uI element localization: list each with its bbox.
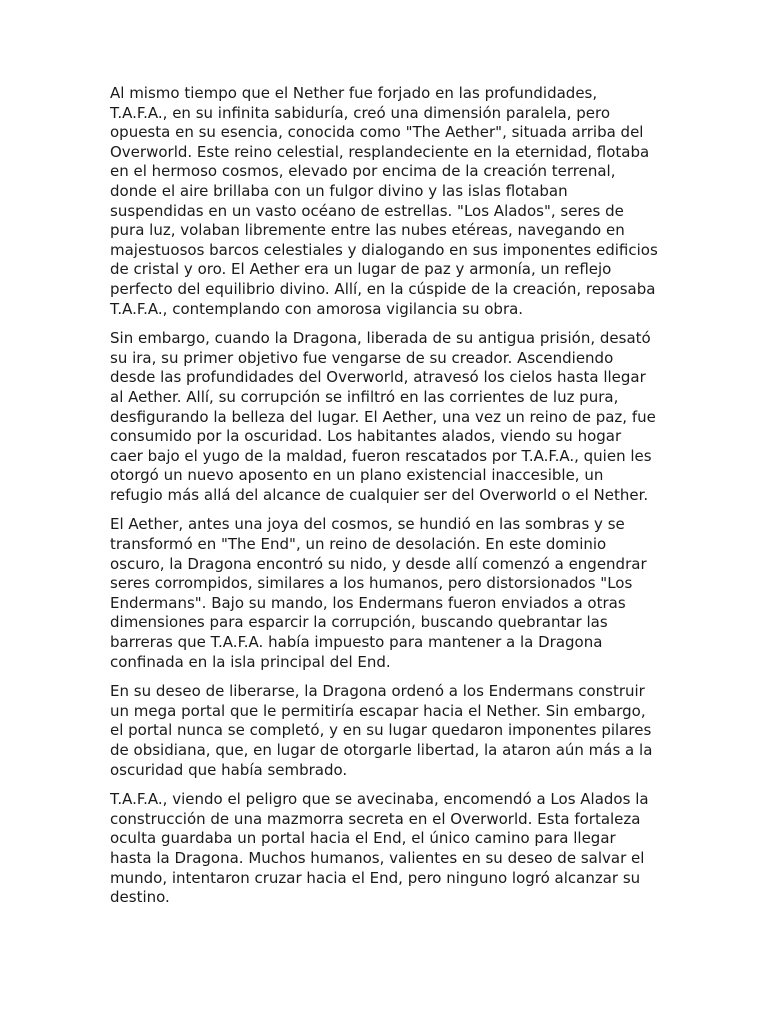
paragraph-5: T.A.F.A., viendo el peligro que se avecinaba, encomendó a Los Alados la construcción de una mazmorra secreta en el Overworld. Esta fortaleza oculta guardaba un portal hacia el End, el único camino para llegar hasta la Dragona. Muchos humanos, valientes en su deseo de salvar el mundo, intentaron cruzar hacia el End, pero ninguno logró alcanzar su destino.	[110, 790, 649, 907]
paragraph-1: Al mismo tiempo que el Nether fue forjado en las profundidades, T.A.F.A., en su infinita sabiduría, creó una dimensión paralela, pero opuesta en su esencia, conocida como "The Aether", situada arriba del Overworld. Este reino celestial, resplandeciente en la eternidad, flotaba en el hermoso cosmos, elevado por encima de la creación terrenal, donde el aire brillaba con un fulgor divino y las islas flotaban suspendidas en un vasto océano de estrellas. "Los Alados", seres de pura luz, volaban libremente entre las nubes etéreas, navegando en majestuosos barcos celestiales y dialogando en sus imponentes edificios de cristal y oro. El Aether era un lugar de paz y armonía, un reflejo perfecto del equilibrio divino. Allí, en la cúspide de la creación, reposaba T.A.F.A., contemplando con amorosa vigilancia su obra.	[110, 84, 658, 318]
paragraph-4: En su deseo de liberarse, la Dragona ordenó a los Endermans construir un mega portal que le permitiría escapar hacia el Nether. Sin embargo, el portal nunca se completó, y en su lugar quedaron imponentes pilares de obsidiana, que, en lugar de otorgarle libertad, la ataron aún más a la oscuridad que había sembrado.	[110, 682, 653, 779]
document-page	[110, 84, 658, 918]
paragraph-3: El Aether, antes una joya del cosmos, se hundió en las sombras y se transformó en "The End", un reino de desolación. En este dominio oscuro, la Dragona encontró su nido, y desde allí comenzó a engendrar seres corrompidos, similares a los humanos, pero distorsionados "Los Endermans". Bajo su mando, los Endermans fueron enviados a otras dimensiones para esparcir la corrupción, buscando quebrantar las barreras que T.A.F.A. había impuesto para mantener a la Dragona confinada en la isla principal del End.	[110, 515, 647, 671]
paragraph-2: Sin embargo, cuando la Dragona, liberada de su antigua prisión, desató su ira, su primer objetivo fue vengarse de su creador. Ascendiendo desde las profundidades del Overworld, atravesó los cielos hasta llegar al Aether. Allí, su corrupción se infiltró en las corrientes de luz pura, desfigurando la belleza del lugar. El Aether, una vez un reino de paz, fue consumido por la oscuridad. Los habitantes alados, viendo su hogar caer bajo el yugo de la maldad, fueron rescatados por T.A.F.A., quien les otorgó un nuevo aposento en un plano existencial inaccesible, un refugio más allá del alcance de cualquier ser del Overworld o el Nether.	[110, 329, 656, 504]
